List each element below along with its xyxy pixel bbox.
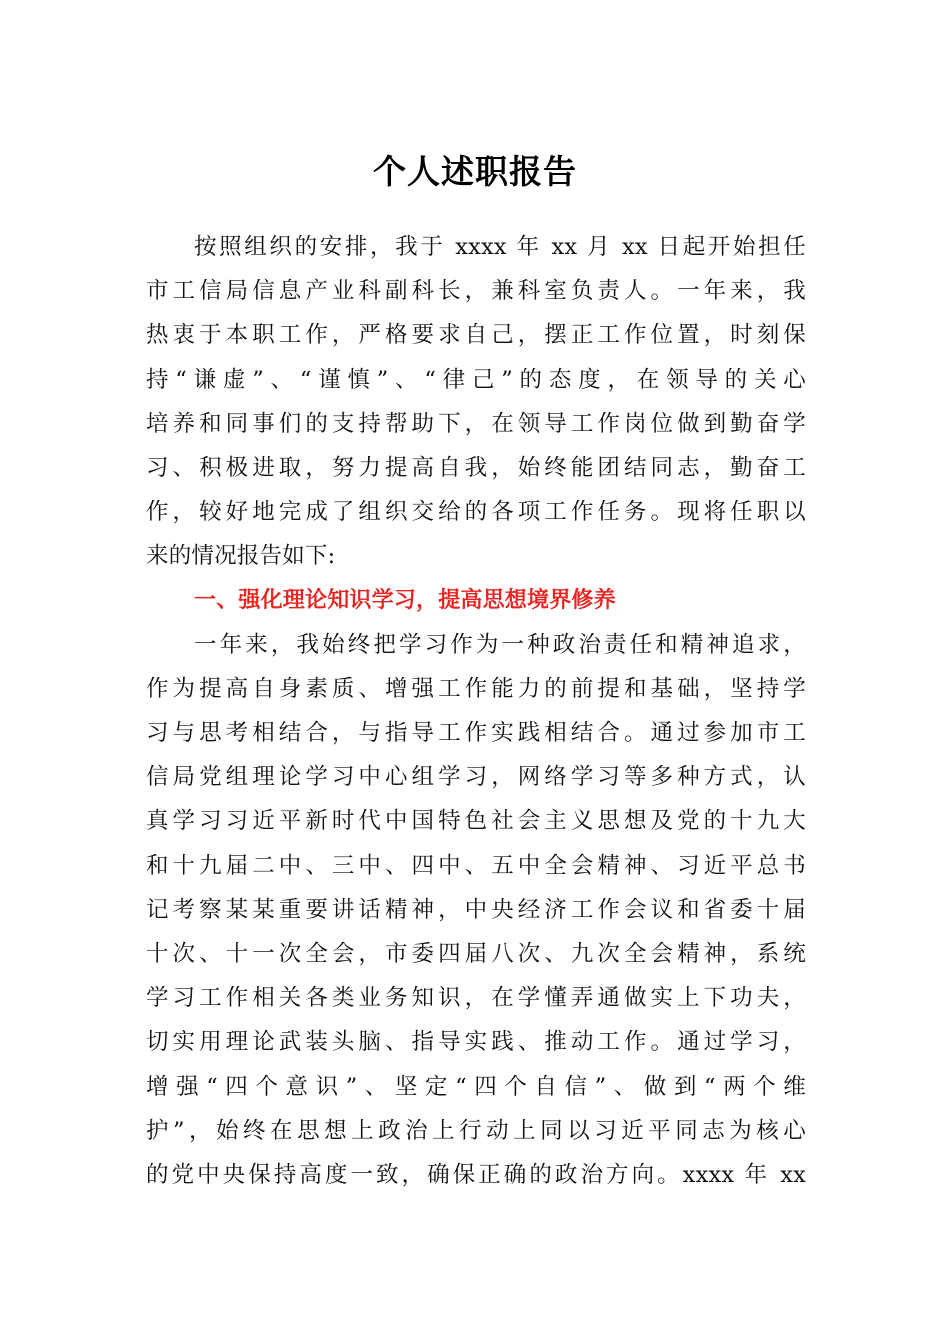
paragraph-line: 增强“四个意识”、坚定“四个自信”、做到“两个维 [146, 1073, 806, 1100]
paragraph-line: 市工信局信息产业科副科长，兼科室负责人。一年来，我 [146, 278, 806, 305]
paragraph-line: 十次、十一次全会，市委四届八次、九次全会精神，系统 [146, 941, 806, 967]
paragraph-line: 培养和同事们的支持帮助下，在领导工作岗位做到勤奋学 [146, 410, 806, 437]
document-body [146, 225, 806, 1197]
paragraph-line: 持“谦虚”、“谨慎”、“律己”的态度，在领导的关心 [146, 366, 806, 393]
section-heading: 一、强化理论知识学习，提高思想境界修养 [194, 587, 616, 613]
document-title: 个人述职报告 [373, 152, 577, 191]
paragraph-line: 切实用理论武装头脑、指导实践、推动工作。通过学习， [146, 1029, 806, 1056]
paragraph-line: 习与思考相结合，与指导工作实践相结合。通过参加市工 [146, 720, 806, 747]
paragraph-line: 护”，始终在思想上政治上行动上同以习近平同志为核心 [146, 1117, 806, 1144]
paragraph-line: 真学习习近平新时代中国特色社会主义思想及党的十九大 [146, 808, 806, 835]
paragraph-line: 学习工作相关各类业务知识，在学懂弄通做实上下功夫， [146, 985, 806, 1012]
paragraph-line: 一年来，我始终把学习作为一种政治责任和精神追求， [194, 631, 806, 658]
paragraph-line: 信局党组理论学习中心组学习，网络学习等多种方式，认 [146, 764, 806, 791]
paragraph-line: 和十九届二中、三中、四中、五中全会精神、习近平总书 [146, 852, 806, 879]
paragraph-line: 作为提高自身素质、增强工作能力的前提和基础，坚持学 [146, 675, 806, 702]
paragraph-line: 按照组织的安排，我于 xxxx 年 xx 月 xx 日起开始担任 [194, 234, 806, 260]
paragraph-line: 热衷于本职工作，严格要求自己，摆正工作位置，时刻保 [146, 322, 806, 349]
paragraph-line: 的党中央保持高度一致，确保正确的政治方向。xxxx 年 xx [146, 1161, 806, 1188]
paragraph-line: 作，较好地完成了组织交给的各项工作任务。现将任职以 [146, 499, 806, 526]
paragraph-line: 习、积极进取，努力提高自我，始终能团结同志，勤奋工 [146, 454, 806, 481]
paragraph-line: 记考察某某重要讲话精神，中央经济工作会议和省委十届 [146, 896, 806, 923]
paragraph-line: 来的情况报告如下: [146, 543, 336, 570]
